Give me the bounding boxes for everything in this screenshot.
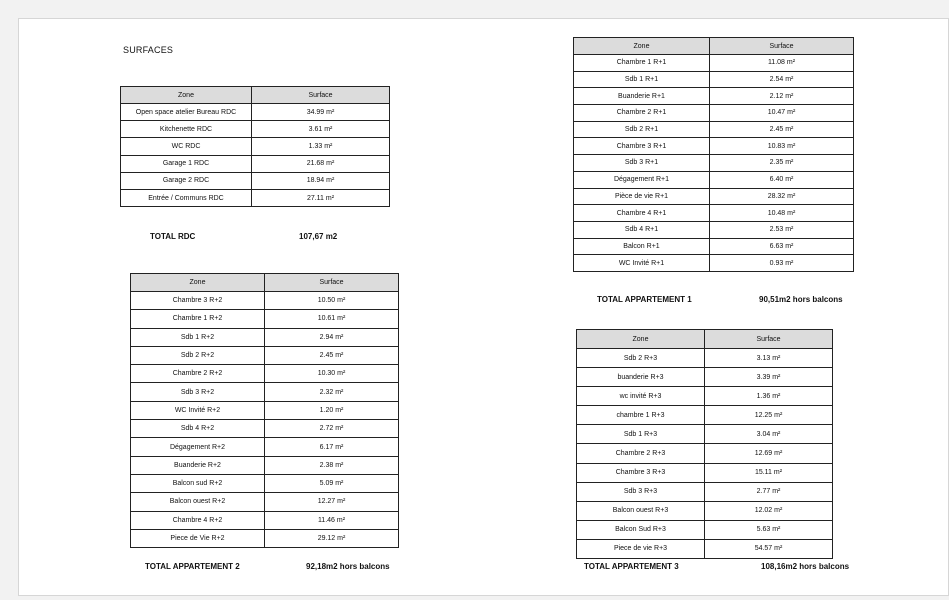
zone-cell: Balcon sud R+2 bbox=[131, 474, 265, 492]
zone-cell: Entrée / Communs RDC bbox=[121, 189, 252, 206]
surface-cell: 6.63 m² bbox=[710, 238, 854, 255]
surface-cell: 6.40 m² bbox=[710, 171, 854, 188]
surface-cell: 10.50 m² bbox=[265, 292, 399, 310]
surface-cell: 12.02 m² bbox=[705, 501, 833, 520]
table-row bbox=[131, 529, 399, 547]
table-row bbox=[577, 368, 833, 387]
zone-cell: Open space atelier Bureau RDC bbox=[121, 104, 252, 121]
total-rdc-label: TOTAL RDC bbox=[150, 232, 196, 241]
table-row bbox=[574, 138, 854, 155]
surface-cell: 1.33 m² bbox=[252, 138, 390, 155]
zone-cell: Sdb 4 R+1 bbox=[574, 221, 710, 238]
surface-cell: 34.99 m² bbox=[252, 104, 390, 121]
surface-cell: 3.39 m² bbox=[705, 368, 833, 387]
zone-cell: wc invité R+3 bbox=[577, 387, 705, 406]
zone-cell: Chambre 4 R+2 bbox=[131, 511, 265, 529]
table-row bbox=[131, 328, 399, 346]
page-title: SURFACES bbox=[123, 45, 174, 55]
table-row bbox=[121, 121, 390, 138]
table-row bbox=[131, 401, 399, 419]
zone-cell: Chambre 1 R+2 bbox=[131, 310, 265, 328]
surface-cell: 10.48 m² bbox=[710, 205, 854, 222]
table-row bbox=[574, 221, 854, 238]
surface-cell: 3.04 m² bbox=[705, 425, 833, 444]
total-appartement-2-label: TOTAL APPARTEMENT 2 bbox=[145, 562, 240, 571]
surface-cell: 2.72 m² bbox=[265, 420, 399, 438]
surface-cell: 2.53 m² bbox=[710, 221, 854, 238]
surface-cell: 27.11 m² bbox=[252, 189, 390, 206]
table-row bbox=[577, 501, 833, 520]
table-row bbox=[131, 310, 399, 328]
zone-column-header: Zone bbox=[577, 330, 705, 349]
surface-cell: 5.63 m² bbox=[705, 520, 833, 539]
zone-cell: Sdb 2 R+2 bbox=[131, 346, 265, 364]
zone-cell: Chambre 3 R+1 bbox=[574, 138, 710, 155]
surface-cell: 10.47 m² bbox=[710, 105, 854, 122]
surface-cell: 12.27 m² bbox=[265, 493, 399, 511]
surface-cell: 0.93 m² bbox=[710, 255, 854, 272]
table-row bbox=[574, 105, 854, 122]
zone-cell: Sdb 1 R+2 bbox=[131, 328, 265, 346]
surface-cell: 5.09 m² bbox=[265, 474, 399, 492]
surface-cell: 2.45 m² bbox=[265, 346, 399, 364]
surface-cell: 54.57 m² bbox=[705, 539, 833, 558]
zone-cell: WC Invité R+2 bbox=[131, 401, 265, 419]
surface-cell: 28.32 m² bbox=[710, 188, 854, 205]
zone-cell: Kitchenette RDC bbox=[121, 121, 252, 138]
surface-cell: 2.38 m² bbox=[265, 456, 399, 474]
zone-cell: Sdb 4 R+2 bbox=[131, 420, 265, 438]
total-rdc-value: 107,67 m2 bbox=[299, 232, 338, 241]
table-row bbox=[577, 387, 833, 406]
surface-cell: 3.13 m² bbox=[705, 349, 833, 368]
table-row bbox=[121, 172, 390, 189]
surface-table-rdc bbox=[120, 86, 390, 207]
table-row bbox=[574, 71, 854, 88]
zone-column-header: Zone bbox=[121, 87, 252, 104]
total-appartement-1-value: 90,51m2 hors balcons bbox=[759, 295, 843, 304]
zone-cell: Chambre 3 R+3 bbox=[577, 463, 705, 482]
table-row bbox=[577, 539, 833, 558]
surface-column-header: Surface bbox=[705, 330, 833, 349]
table-row bbox=[574, 121, 854, 138]
zone-cell: Dégagement R+2 bbox=[131, 438, 265, 456]
surface-cell: 2.45 m² bbox=[710, 121, 854, 138]
zone-cell: Piece de Vie R+2 bbox=[131, 529, 265, 547]
zone-cell: Sdb 2 R+1 bbox=[574, 121, 710, 138]
surface-cell: 18.94 m² bbox=[252, 172, 390, 189]
zone-cell: Sdb 3 R+2 bbox=[131, 383, 265, 401]
table-row bbox=[577, 406, 833, 425]
zone-cell: Chambre 1 R+1 bbox=[574, 55, 710, 72]
surface-table-appartement-3 bbox=[576, 329, 833, 559]
table-row bbox=[574, 188, 854, 205]
surface-cell: 2.12 m² bbox=[710, 88, 854, 105]
table-row bbox=[574, 55, 854, 72]
zone-cell: WC RDC bbox=[121, 138, 252, 155]
table-row bbox=[577, 349, 833, 368]
table-row bbox=[574, 155, 854, 172]
surface-cell: 2.35 m² bbox=[710, 155, 854, 172]
table-row bbox=[131, 511, 399, 529]
total-appartement-2-value: 92,18m2 hors balcons bbox=[306, 562, 390, 571]
zone-cell: Balcon ouest R+2 bbox=[131, 493, 265, 511]
zone-column-header: Zone bbox=[574, 38, 710, 55]
zone-cell: Sdb 3 R+3 bbox=[577, 482, 705, 501]
table-row bbox=[574, 238, 854, 255]
table-row bbox=[574, 255, 854, 272]
surface-cell: 11.46 m² bbox=[265, 511, 399, 529]
zone-cell: Balcon R+1 bbox=[574, 238, 710, 255]
table-row bbox=[121, 104, 390, 121]
surface-cell: 2.32 m² bbox=[265, 383, 399, 401]
surface-cell: 10.30 m² bbox=[265, 365, 399, 383]
surface-cell: 11.08 m² bbox=[710, 55, 854, 72]
table-row bbox=[574, 88, 854, 105]
surface-cell: 12.25 m² bbox=[705, 406, 833, 425]
surface-cell: 12.69 m² bbox=[705, 444, 833, 463]
zone-cell: Pièce de vie R+1 bbox=[574, 188, 710, 205]
surface-column-header: Surface bbox=[265, 274, 399, 292]
zone-cell: Piece de vie R+3 bbox=[577, 539, 705, 558]
table-row bbox=[131, 420, 399, 438]
zone-cell: Sdb 2 R+3 bbox=[577, 349, 705, 368]
zone-cell: Sdb 3 R+1 bbox=[574, 155, 710, 172]
table-row bbox=[574, 205, 854, 222]
zone-cell: WC Invité R+1 bbox=[574, 255, 710, 272]
zone-cell: Chambre 2 R+1 bbox=[574, 105, 710, 122]
zone-cell: Chambre 2 R+3 bbox=[577, 444, 705, 463]
surface-cell: 2.94 m² bbox=[265, 328, 399, 346]
surface-column-header: Surface bbox=[252, 87, 390, 104]
zone-cell: Garage 1 RDC bbox=[121, 155, 252, 172]
table-row bbox=[577, 425, 833, 444]
table-row bbox=[121, 138, 390, 155]
surface-table-appartement-2 bbox=[130, 273, 399, 548]
surface-cell: 1.20 m² bbox=[265, 401, 399, 419]
table-row bbox=[131, 493, 399, 511]
surface-cell: 1.36 m² bbox=[705, 387, 833, 406]
zone-cell: Sdb 1 R+1 bbox=[574, 71, 710, 88]
document-page bbox=[18, 18, 949, 596]
table-row bbox=[131, 365, 399, 383]
surface-cell: 29.12 m² bbox=[265, 529, 399, 547]
table-row bbox=[131, 456, 399, 474]
zone-cell: Buanderie R+2 bbox=[131, 456, 265, 474]
total-appartement-1-label: TOTAL APPARTEMENT 1 bbox=[597, 295, 692, 304]
zone-cell: chambre 1 R+3 bbox=[577, 406, 705, 425]
surface-cell: 21.68 m² bbox=[252, 155, 390, 172]
table-row bbox=[121, 189, 390, 206]
zone-cell: Buanderie R+1 bbox=[574, 88, 710, 105]
surface-cell: 6.17 m² bbox=[265, 438, 399, 456]
table-row bbox=[131, 474, 399, 492]
zone-cell: Sdb 1 R+3 bbox=[577, 425, 705, 444]
zone-cell: Chambre 4 R+1 bbox=[574, 205, 710, 222]
surface-table-appartement-1 bbox=[573, 37, 854, 272]
zone-cell: Garage 2 RDC bbox=[121, 172, 252, 189]
table-row bbox=[577, 444, 833, 463]
surface-cell: 2.54 m² bbox=[710, 71, 854, 88]
zone-cell: Balcon Sud R+3 bbox=[577, 520, 705, 539]
surface-cell: 3.61 m² bbox=[252, 121, 390, 138]
table-row bbox=[577, 463, 833, 482]
zone-cell: Balcon ouest R+3 bbox=[577, 501, 705, 520]
table-row bbox=[131, 292, 399, 310]
surface-cell: 10.61 m² bbox=[265, 310, 399, 328]
surface-cell: 2.77 m² bbox=[705, 482, 833, 501]
zone-column-header: Zone bbox=[131, 274, 265, 292]
zone-cell: Chambre 2 R+2 bbox=[131, 365, 265, 383]
total-appartement-3-label: TOTAL APPARTEMENT 3 bbox=[584, 562, 679, 571]
table-row bbox=[121, 155, 390, 172]
table-row bbox=[131, 438, 399, 456]
total-appartement-3-value: 108,16m2 hors balcons bbox=[761, 562, 850, 571]
zone-cell: buanderie R+3 bbox=[577, 368, 705, 387]
table-row bbox=[131, 346, 399, 364]
table-row bbox=[577, 520, 833, 539]
zone-cell: Chambre 3 R+2 bbox=[131, 292, 265, 310]
surface-column-header: Surface bbox=[710, 38, 854, 55]
zone-cell: Dégagement R+1 bbox=[574, 171, 710, 188]
surface-cell: 15.11 m² bbox=[705, 463, 833, 482]
table-row bbox=[574, 171, 854, 188]
table-row bbox=[131, 383, 399, 401]
surface-cell: 10.83 m² bbox=[710, 138, 854, 155]
table-row bbox=[577, 482, 833, 501]
